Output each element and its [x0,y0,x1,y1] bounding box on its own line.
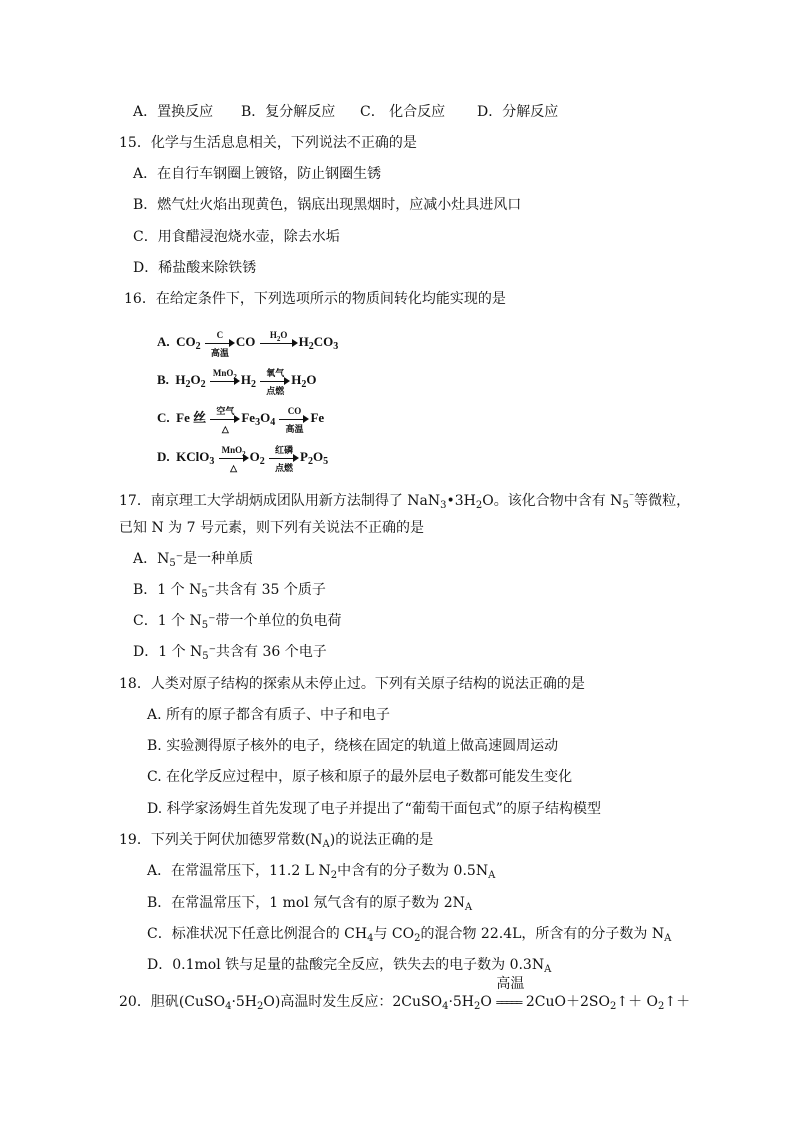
q17-option-d: D．1 个 $N_5^-$共含有 36 个电子 [133,644,327,662]
reaction-arrow: C 高温 [205,335,235,351]
q18-option-b: B. 实验测得原子核外的电子，绕核在固定的轨道上做高速圆周运动 [147,738,559,754]
q19-option-a: A．在常温常压下，11.2 L $N_2$中含有的分子数为 $0.5N_A$ [147,863,496,881]
q15-option-a: A．在自行车钢圈上镀铬，防止钢圈生锈 [133,166,382,182]
q17-stem-line2: 已知 N 为 7 号元素，则下列有关说法不正确的是 [119,520,424,536]
q14-option-a: A．置换反应 [133,104,214,120]
reaction-arrow: 空气 △ [210,411,240,427]
q19-option-b: B．在常温常压下，1 mol 氖气含有的原子数为 $2N_A$ [147,895,473,913]
q16-option-a: A. $CO_2$ C 高温 CO $H_2O$ $H_2CO_3$ [157,330,339,359]
reaction-arrow: 红磷 点燃 [269,450,299,466]
q17-option-c: C．1 个 $N_5^-$带一个单位的负电荷 [133,613,342,631]
q16-stem: 16．在给定条件下，下列选项所示的物质间转化均能实现的是 [124,291,506,307]
q18-option-d: D. 科学家汤姆生首先发现了电子并提出了“葡萄干面包式”的原子结构模型 [147,801,601,817]
q17-option-a: A．$N_5^-$是一种单质 [133,551,254,569]
q15-option-c: C．用食醋浸泡烧水壶，除去水垢 [133,229,340,245]
q16-option-d: D. KClO$_3$ MnO$_2$ △ $O_2$ 红磷 点燃 $P_2O_5$ [157,445,329,474]
q16-option-c: C. Fe 丝 空气 △ $Fe_3O_4$ CO 高温 Fe [157,406,325,435]
q17-option-b: B．1 个 $N_5^-$共含有 35 个质子 [133,582,326,600]
q19-option-d: D．0.1mol 铁与足量的盐酸完全反应，铁失去的电子数为 $0.3N_A$ [147,957,552,975]
reaction-arrow: MnO$_2$ △ [219,450,249,466]
q19-stem: 19．下列关于阿伏加德罗常数$(N_A)$的说法正确的是 [119,832,434,850]
q18-option-a: A. 所有的原子都含有质子、中子和电子 [147,707,391,723]
q20-stem: 20．胆矾$(CuSO_4\cdot 5H_2O)$高温时发生反应：$2CuSO_4\cdot 5H_2O$ 高温 ═════ $2CuO+2SO_2↑+$ $O_2↑+$ [119,976,691,1012]
reaction-condition: 高温 ═════ [496,976,525,1009]
reaction-arrow: $H_2O$ [260,335,298,351]
reaction-arrow: 氧气 点燃 [260,373,290,389]
q15-option-d: D．稀盐酸来除铁锈 [133,260,257,276]
q15-stem: 15．化学与生活息息相关，下列说法不正确的是 [119,135,417,151]
q15-option-b: B．燃气灶火焰出现黄色，锅底出现黑烟时，应减小灶具进风口 [133,197,522,213]
q19-option-c: C．标准状况下任意比例混合的 $CH_4$与 $CO_2$的混合物 22.4L，所含有的分子数为 $N_A$ [147,926,672,944]
q18-option-c: C. 在化学反应过程中，原子核和原子的最外层电子数都可能发生变化 [147,769,573,785]
reaction-arrow: MnO$_2$ [210,373,240,389]
q18-stem: 18．人类对原子结构的探索从未停止过。下列有关原子结构的说法正确的是 [119,676,585,692]
q14-option-b: B．复分解反应 [241,104,336,120]
q16-option-b: B. $H_2O_2$ MnO$_2$ $H_2$ 氧气 点燃 $H_2O$ [157,368,317,397]
q14-option-d: D．分解反应 [477,104,559,120]
reaction-arrow: CO 高温 [279,411,309,427]
q14-option-c: C． 化合反应 [360,104,446,120]
q17-stem-line1: 17．南京理工大学胡炳成团队用新方法制得了 $NaN_3•3H_2O$。该化合物中含有 $N_5^{^-}$等微粒， [119,492,691,511]
